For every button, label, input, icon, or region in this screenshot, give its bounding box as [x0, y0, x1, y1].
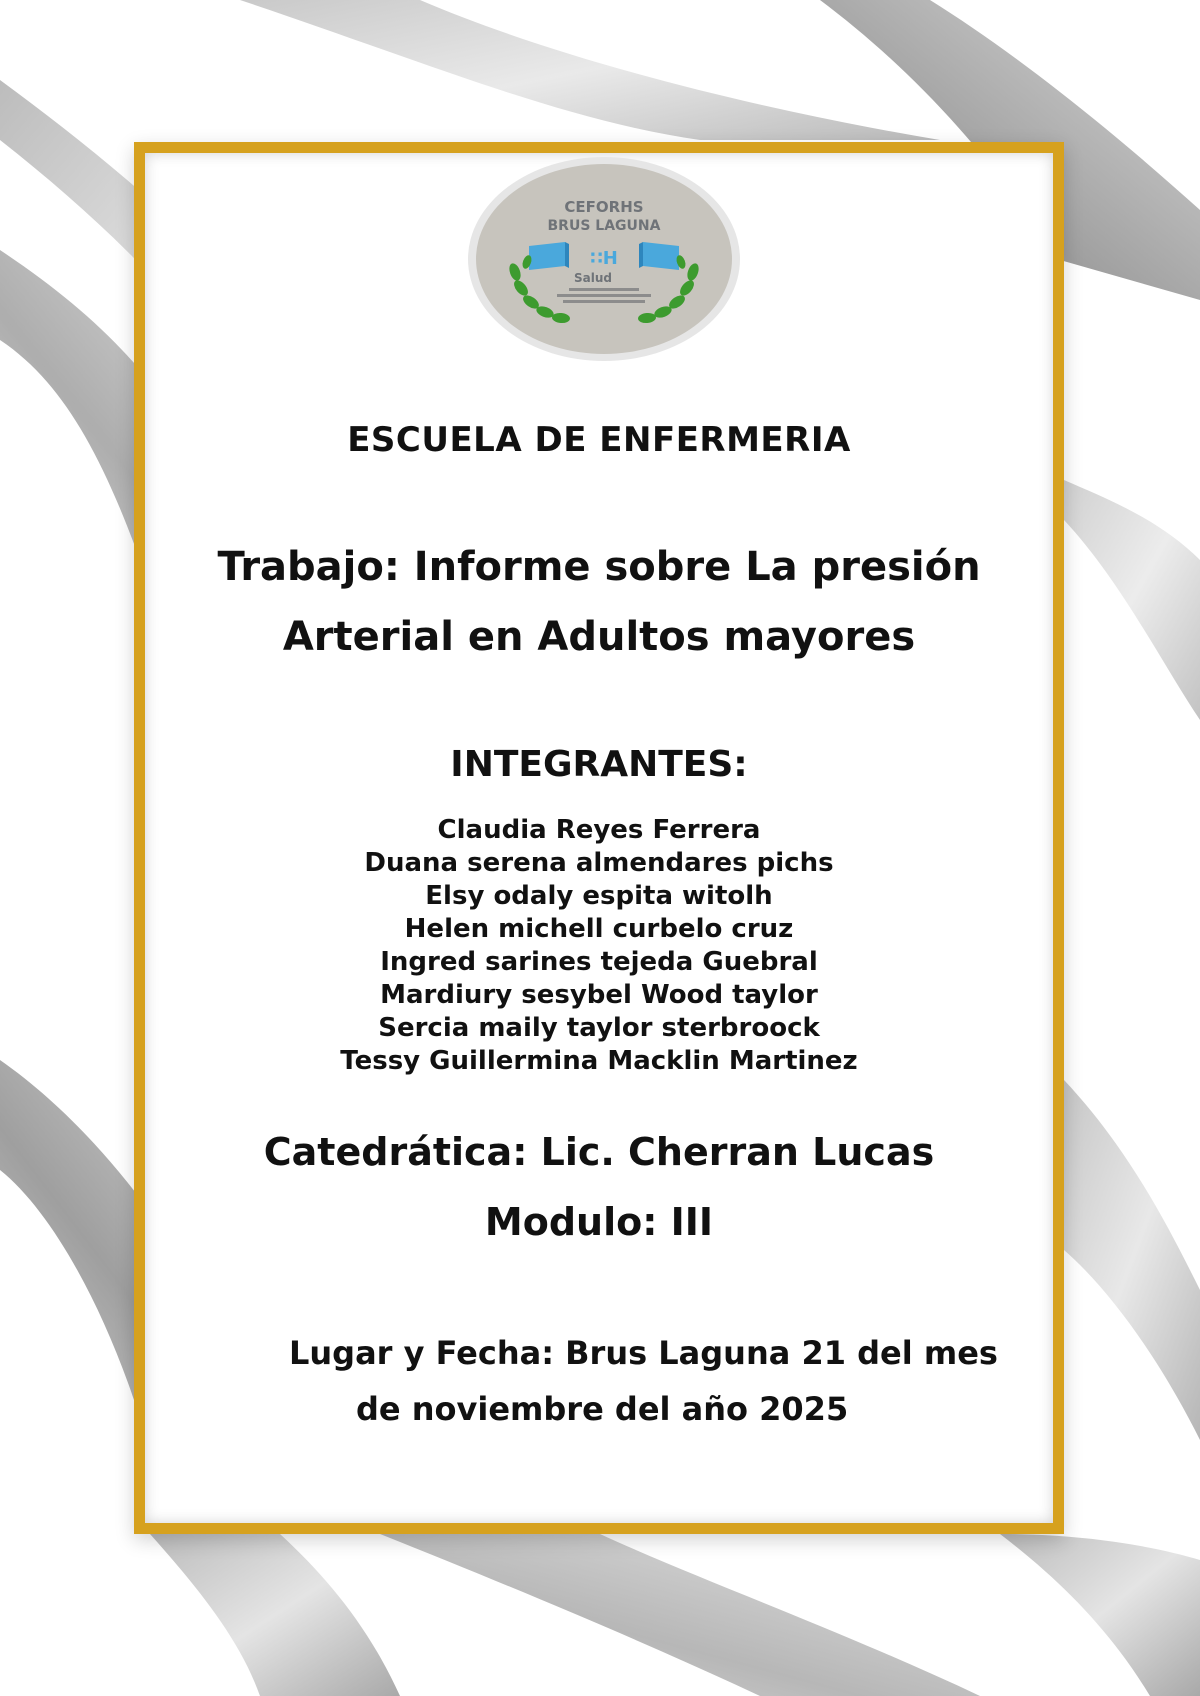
place-date-line2: de noviembre del año 2025	[356, 1390, 849, 1428]
seal-line1: CEFORHS	[564, 198, 644, 216]
member-item: Ingred sarines tejeda Guebral	[380, 947, 818, 977]
swirl-top-band	[240, 0, 940, 140]
place-date	[134, 1325, 1064, 1437]
member-item: Duana serena almendares pichs	[364, 848, 834, 878]
swirl-right-low	[1064, 1080, 1200, 1440]
member-item: Tessy Guillermina Macklin Martinez	[340, 1046, 858, 1076]
report-title	[134, 532, 1064, 672]
place-date-line1: Lugar y Fecha: Brus Laguna 21 del mes	[289, 1334, 998, 1372]
swirl-bottom-left	[150, 1534, 400, 1696]
school-name: ESCUELA DE ENFERMERIA	[347, 420, 851, 460]
members-list	[134, 814, 1064, 1078]
member-item: Helen michell curbelo cruz	[404, 914, 794, 944]
seal-line2: BRUS LAGUNA	[547, 218, 661, 234]
report-title-line1: Trabajo: Informe sobre La presión	[217, 544, 981, 590]
report-title-line2: Arterial en Adultos mayores	[282, 614, 916, 660]
swirl-bottom-mid	[380, 1534, 980, 1696]
ceforhs-seal	[465, 154, 743, 364]
member-item: Elsy odaly espita witolh	[425, 881, 773, 911]
members-heading: INTEGRANTES:	[450, 744, 748, 785]
member-item: Claudia Reyes Ferrera	[437, 815, 761, 845]
swirl-right-mid	[1064, 480, 1200, 720]
member-item: Mardiury sesybel Wood taylor	[380, 980, 818, 1010]
swirl-bottom-right	[1000, 1534, 1200, 1696]
svg-text:∷H: ∷H	[590, 248, 618, 269]
seal-logo-text: Salud	[574, 271, 612, 285]
member-item: Sercia maily taylor sterbroock	[378, 1013, 820, 1043]
module-line: Modulo: III	[484, 1200, 714, 1244]
professor-line: Catedrática: Lic. Cherran Lucas	[263, 1130, 935, 1174]
